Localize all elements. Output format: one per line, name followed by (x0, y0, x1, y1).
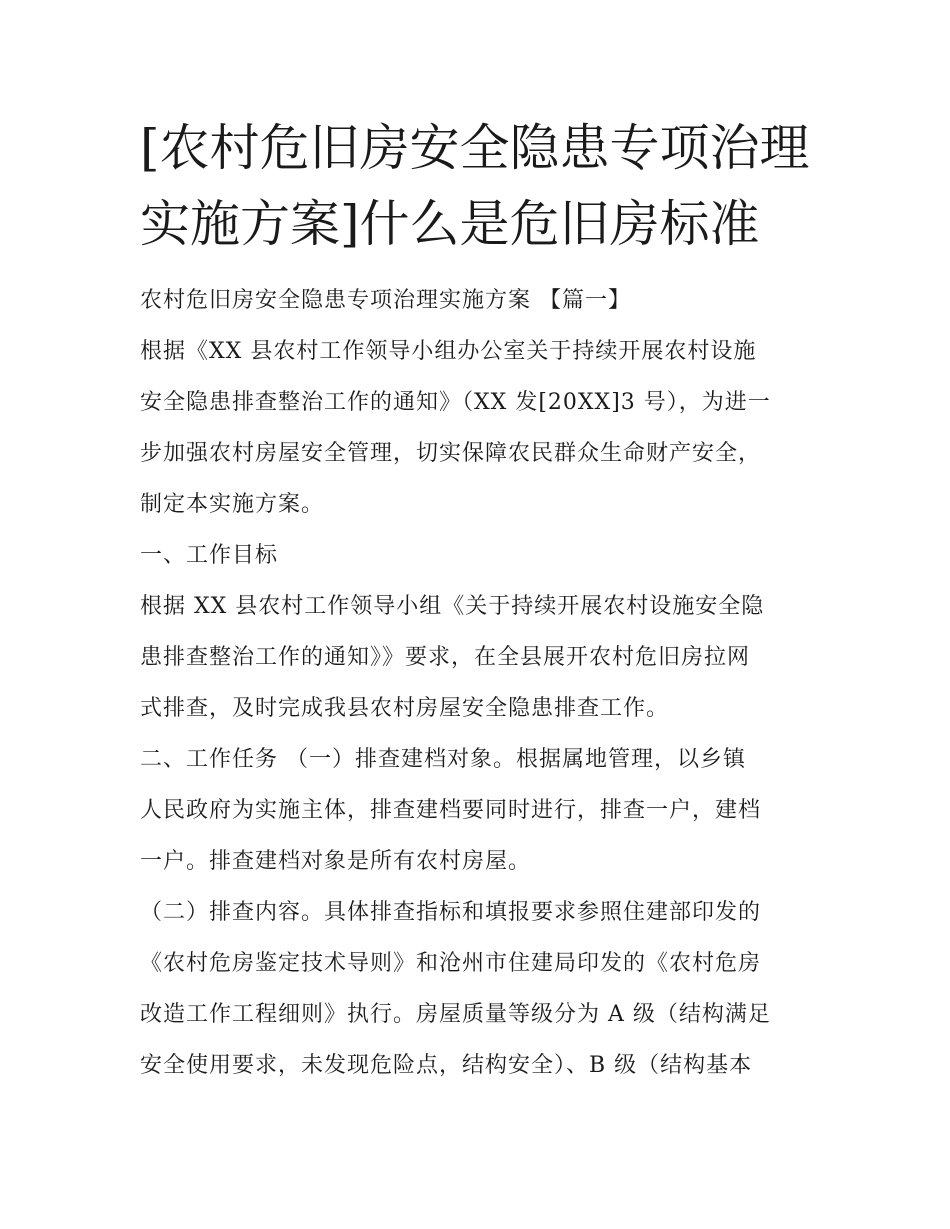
paragraph-line: 式排查，及时完成我县农村房屋安全隐患排查工作。 (140, 696, 670, 721)
paragraph-line: 《农村危房鉴定技术导则》和沧州市住建局印发的《农村危房 (140, 951, 762, 976)
title-line-1: [农村危旧房安全隐患专项治理 (140, 119, 810, 177)
paragraph-line: 一户。排查建档对象是所有农村房屋。 (140, 849, 532, 874)
paragraph-line: 安全隐患排查整治工作的通知》（XX 发[20XX]3 号），为进一 (140, 390, 771, 415)
paragraph-line: 步加强农村房屋安全管理，切实保障农民群众生命财产安全， (140, 441, 762, 466)
document-title (140, 110, 820, 262)
paragraph-line: 人民政府为实施主体，排查建档要同时进行，排查一户，建档 (140, 798, 762, 823)
section-heading: 农村危旧房安全隐患专项治理实施方案 【篇一】 (140, 288, 631, 313)
paragraph-line: 二、工作任务 （一）排查建档对象。根据属地管理，以乡镇 (140, 747, 746, 772)
paragraph-line: （二）排查内容。具体排查指标和填报要求参照住建部印发的 (140, 900, 762, 925)
paragraph-line: 安全使用要求，未发现危险点，结构安全）、B 级（结构基本 (140, 1053, 753, 1078)
document-body (140, 275, 820, 1091)
paragraph-line: 根据《XX 县农村工作领导小组办公室关于持续开展农村设施 (140, 339, 757, 364)
title-line-2: 实施方案]什么是危旧房标准 (140, 195, 760, 253)
paragraph-line: 改造工作工程细则》执行。房屋质量等级分为 A 级（结构满足 (140, 1002, 771, 1027)
paragraph-line: 根据 XX 县农村工作领导小组《关于持续开展农村设施安全隐 (140, 594, 765, 619)
paragraph-line: 患排查整治工作的通知》》要求，在全县展开农村危旧房拉网 (140, 645, 751, 670)
paragraph-line: 制定本实施方案。 (140, 492, 325, 517)
subheading-work-goal: 一、工作目标 (140, 543, 279, 568)
